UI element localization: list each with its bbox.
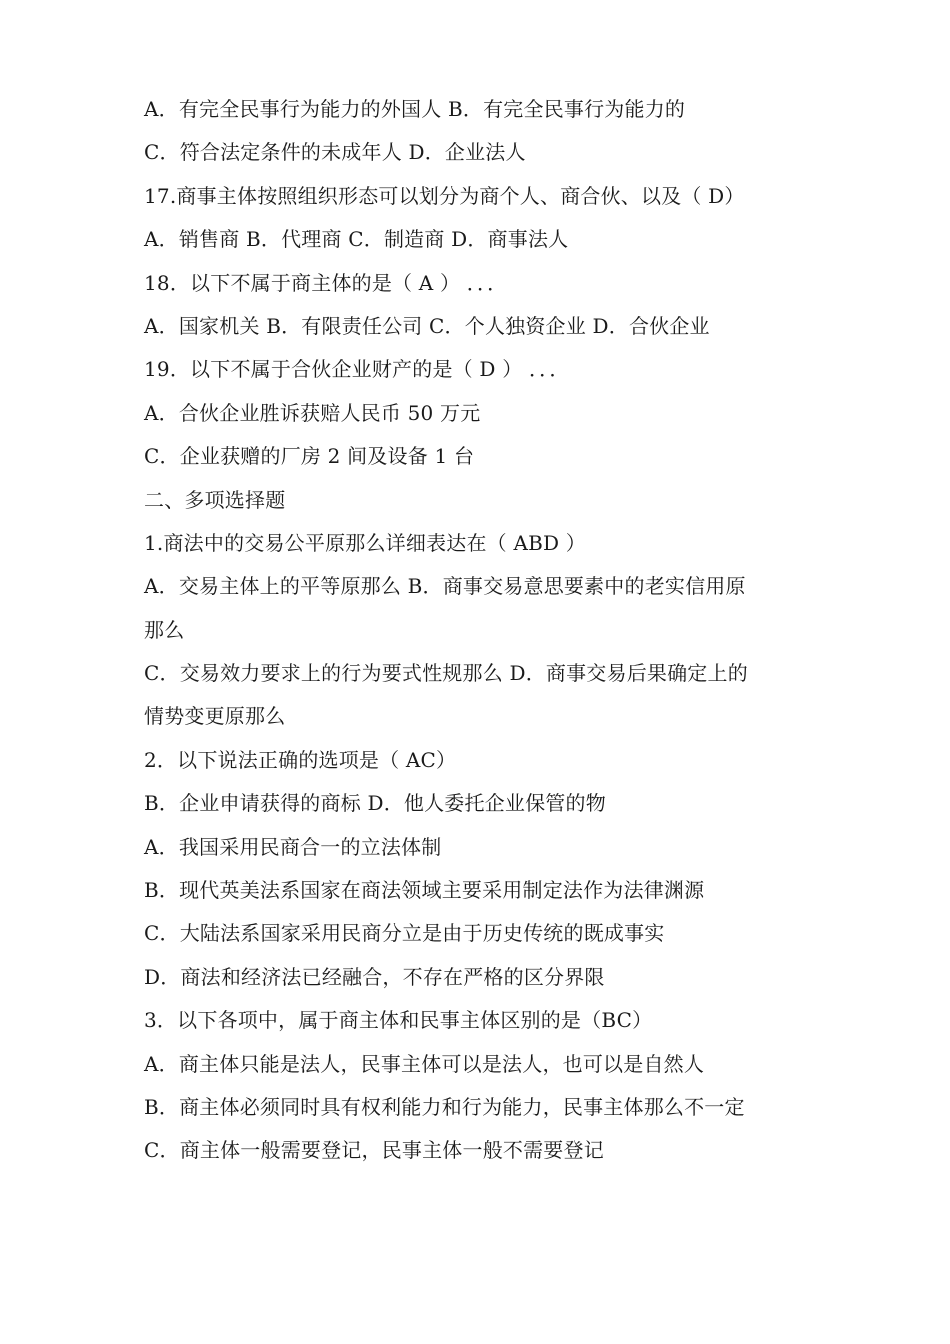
question-17: 17.商事主体按照组织形态可以划分为商个人、商合伙、以及（ D） [144, 183, 745, 208]
multi-question-2: 2．以下说法正确的选项是（ AC） [144, 747, 457, 772]
text-line: C．大陆法系国家采用民商分立是由于历史传统的既成事实 [144, 921, 665, 946]
text-line: 情势变更原那么 [144, 704, 286, 729]
text-line: A．我国采用民商合一的立法体制 [144, 834, 442, 859]
text-line: A．有完全民事行为能力的外国人 B．有完全民事行为能力的 [144, 97, 686, 121]
text-line: C．企业获赠的厂房 2 间及设备 1 台 [144, 444, 475, 469]
text-line: D．商法和经济法已经融合，不存在严格的区分界限 [144, 964, 605, 989]
text-line: B．商主体必须同时具有权利能力和行为能力，民事主体那么不一定 [144, 1094, 745, 1119]
text-line: A．商主体只能是法人，民事主体可以是法人，也可以是自然人 [144, 1051, 705, 1076]
text-line: B．企业申请获得的商标 D．他人委托企业保管的物 [144, 791, 606, 816]
text-line: C．商主体一般需要登记，民事主体一般不需要登记 [144, 1138, 604, 1163]
text-line: A．合伙企业胜诉获赔人民币 50 万元 [144, 400, 481, 425]
text-line: C．交易效力要求上的行为要式性规那么 D．商事交易后果确定上的 [144, 661, 748, 686]
text-line: C．符合法定条件的未成年人 D．企业法人 [144, 140, 526, 165]
text-line: A．国家机关 B．有限责任公司 C．个人独资企业 D．合伙企业 [144, 313, 710, 338]
multi-question-1: 1.商法中的交易公平原那么详细表达在（ ABD ） [144, 530, 586, 555]
document-body [144, 88, 824, 1173]
text-line: 那么 [144, 617, 185, 642]
text-line: A．交易主体上的平等原那么 B．商事交易意思要素中的老实信用原 [144, 574, 746, 599]
question-19: 19．以下不属于合伙企业财产的是（ D ） ．．． [144, 357, 570, 382]
text-line: A．销售商 B．代理商 C．制造商 D．商事法人 [144, 227, 569, 252]
section-heading: 二、多项选择题 [144, 487, 286, 512]
question-18: 18．以下不属于商主体的是（ A ） ．．． [144, 270, 508, 295]
multi-question-3: 3．以下各项中，属于商主体和民事主体区别的是（BC） [144, 1008, 653, 1033]
text-line: B．现代英美法系国家在商法领域主要采用制定法作为法律渊源 [144, 878, 705, 903]
